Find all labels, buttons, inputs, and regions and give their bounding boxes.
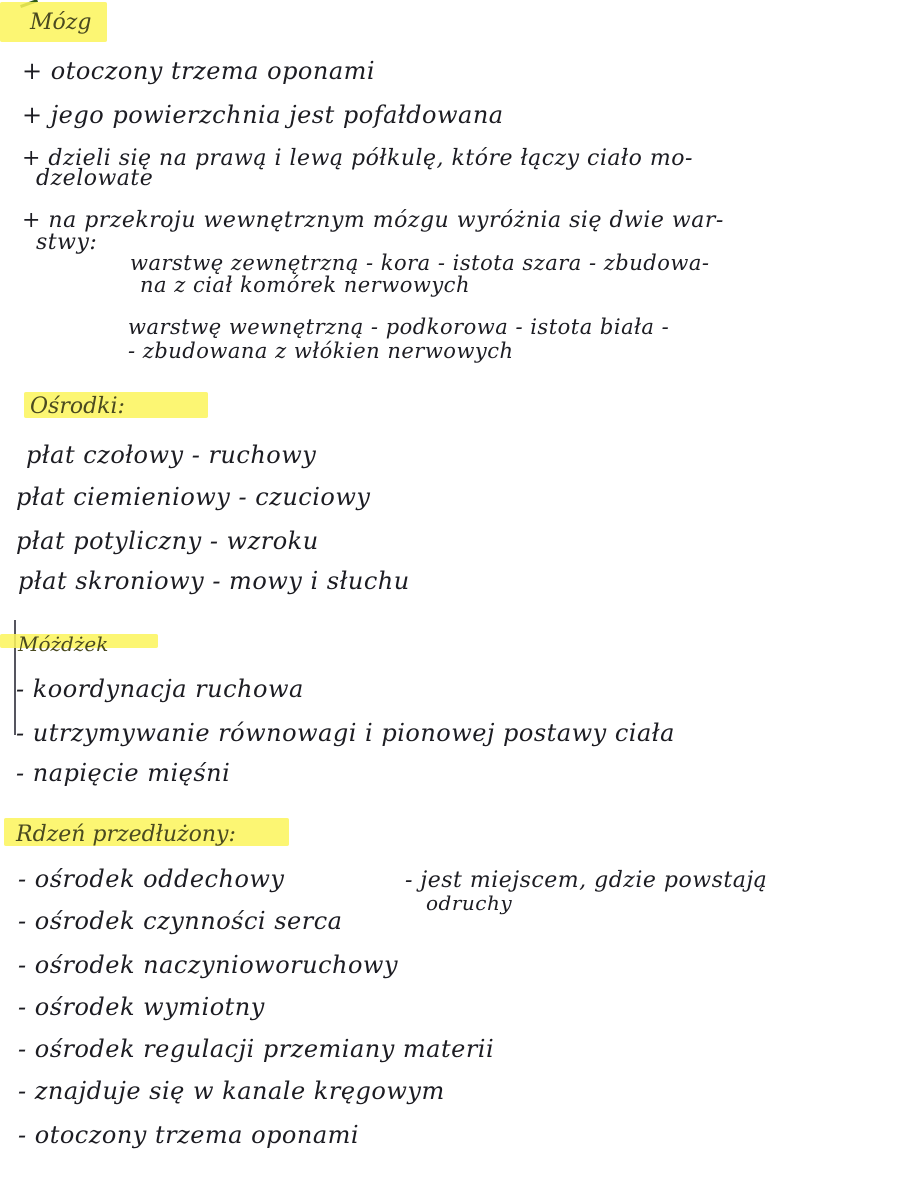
heading-brain: Mózg <box>30 10 92 35</box>
medulla-item-1: - ośrodek oddechowy <box>18 865 285 893</box>
heading-medulla: Rdzeń przedłużony: <box>16 822 236 847</box>
brain-layer-outer-cont: na z ciał komórek nerwowych <box>140 273 470 297</box>
center-occipital: płat potyliczny - wzroku <box>16 527 319 555</box>
center-temporal: płat skroniowy - mowy i słuchu <box>18 567 410 595</box>
brain-layer-outer: warstwę zewnętrzną - kora - istota szara - zbudowa- <box>130 251 710 275</box>
cerebellum-item-2: - utrzymywanie równowagi i pionowej postawy ciała <box>16 719 675 747</box>
medulla-side-note: - jest miejscem, gdzie powstają <box>405 868 768 893</box>
medulla-item-6: - znajduje się w kanale kręgowym <box>18 1077 445 1105</box>
medulla-item-4: - ośrodek wymiotny <box>18 993 265 1021</box>
medulla-item-7: - otoczony trzema oponami <box>18 1121 360 1149</box>
medulla-side-note-cont: odruchy <box>426 891 513 915</box>
brain-item-4: + na przekroju wewnętrznym mózgu wyróżnia się dwie war- <box>22 208 724 233</box>
medulla-item-2: - ośrodek czynności serca <box>18 907 343 935</box>
brain-layer-inner-cont: - zbudowana z włókien nerwowych <box>128 339 514 363</box>
center-frontal: płat czołowy - ruchowy <box>26 441 317 469</box>
center-parietal: płat ciemieniowy - czuciowy <box>16 483 371 511</box>
brain-item-1: + otoczony trzema oponami <box>22 57 376 85</box>
heading-cerebellum: Móżdżek <box>18 632 109 656</box>
brain-item-3-cont: dzelowate <box>36 166 154 191</box>
cerebellum-item-3: - napięcie mięśni <box>16 759 231 787</box>
brain-layer-inner: warstwę wewnętrzną - podkorowa - istota biała - <box>128 315 670 339</box>
medulla-item-5: - ośrodek regulacji przemiany materii <box>18 1035 495 1063</box>
heading-centers: Ośrodki: <box>30 394 125 419</box>
brain-item-3: + dzieli się na prawą i lewą półkulę, które łączy ciało mo- <box>22 146 693 171</box>
medulla-item-3: - ośrodek naczynioworuchowy <box>18 951 399 979</box>
brain-item-2: + jego powierzchnia jest pofałdowana <box>22 101 504 129</box>
brain-item-4-cont: stwy: <box>36 230 98 255</box>
cerebellum-item-1: - koordynacja ruchowa <box>16 675 304 703</box>
